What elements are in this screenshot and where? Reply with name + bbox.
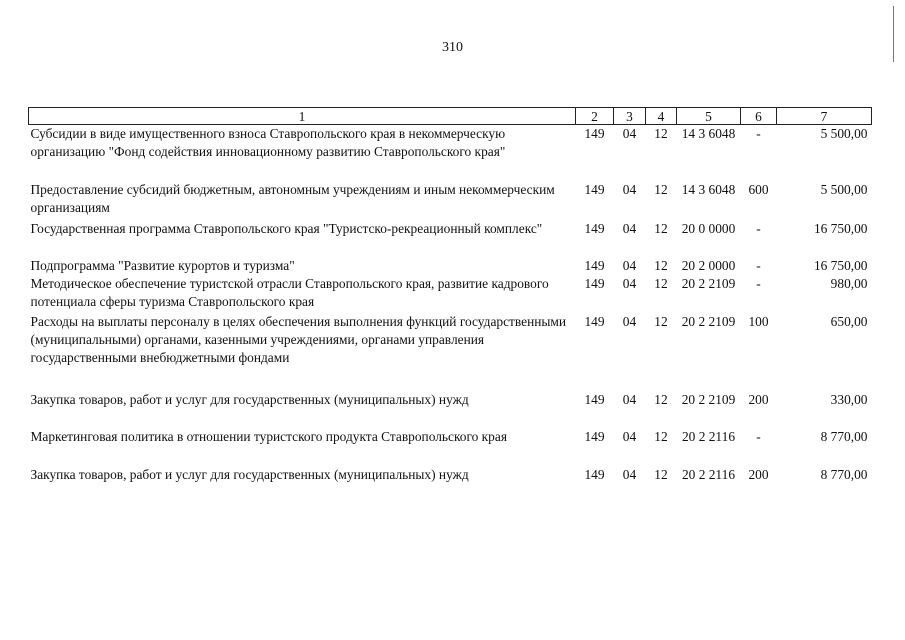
row-amount: 650,00 — [830, 313, 868, 329]
row-amount: 980,00 — [830, 275, 868, 291]
table-row — [29, 220, 872, 257]
table-row — [29, 428, 872, 466]
table-row — [29, 313, 872, 391]
row-name: Методическое обеспечение туристской отрасли Ставропольского края, развитие кадрового потенциала сферы туризма Ставропольского края — [30, 275, 549, 309]
row-amount: 8 770,00 — [820, 466, 868, 482]
row-section-code: 04 — [622, 313, 637, 329]
row-section-code: 04 — [622, 126, 637, 141]
row-name: Субсидии в виде имущественного взноса Ставропольского края в некоммерческую организацию "Фонд содействия инновационному развитию Ставропольского края" — [30, 126, 506, 159]
row-ministry-code: 149 — [584, 391, 605, 407]
row-name: Закупка товаров, работ и услуг для государственных (муниципальных) нужд — [30, 466, 469, 482]
scan-edge-line — [893, 6, 894, 62]
row-name: Расходы на выплаты персоналу в целях обеспечения выполнения функций государственными (муниципальными) органами, казенными учреждениями, органами управления государственными внебюджетными фондами — [30, 313, 567, 365]
row-name: Государственная программа Ставропольского края "Туристско-рекреационный комплекс" — [30, 220, 543, 236]
row-ministry-code: 149 — [584, 428, 605, 444]
row-expense-type: 200 — [748, 391, 769, 407]
row-amount: 8 770,00 — [820, 428, 868, 444]
budget-table — [28, 107, 872, 486]
row-amount: 16 750,00 — [813, 220, 868, 236]
row-section-code: 04 — [622, 466, 637, 482]
row-subsection-code: 12 — [654, 466, 668, 482]
row-target-code: 20 2 2109 — [681, 391, 736, 407]
row-ministry-code: 149 — [584, 313, 605, 329]
row-expense-type: - — [756, 257, 761, 273]
row-target-code: 14 3 6048 — [681, 181, 736, 197]
table-row — [29, 466, 872, 486]
row-subsection-code: 12 — [654, 428, 668, 444]
column-header-5: 5 — [677, 108, 741, 125]
row-ministry-code: 149 — [584, 220, 605, 236]
column-header-4: 4 — [646, 108, 677, 125]
column-header-6: 6 — [741, 108, 777, 125]
row-ministry-code: 149 — [584, 126, 605, 141]
row-expense-type: 200 — [748, 466, 769, 482]
row-ministry-code: 149 — [584, 181, 605, 197]
table-row — [29, 391, 872, 428]
row-target-code: 14 3 6048 — [681, 126, 736, 141]
row-amount: 5 500,00 — [820, 181, 868, 197]
row-name: Закупка товаров, работ и услуг для государственных (муниципальных) нужд — [30, 391, 469, 407]
column-header-2: 2 — [576, 108, 614, 125]
row-subsection-code: 12 — [654, 126, 668, 141]
row-target-code: 20 2 2109 — [681, 275, 736, 291]
row-target-code: 20 0 0000 — [681, 220, 736, 236]
row-ministry-code: 149 — [584, 466, 605, 482]
row-amount: 16 750,00 — [813, 257, 868, 273]
row-subsection-code: 12 — [654, 220, 668, 236]
row-section-code: 04 — [622, 257, 637, 273]
row-subsection-code: 12 — [654, 181, 668, 197]
row-name: Предоставление субсидий бюджетным, автономным учреждениям и иным некоммерческим организациям — [30, 181, 555, 215]
row-name: Подпрограмма "Развитие курортов и туризма" — [30, 257, 295, 273]
row-ministry-code: 149 — [584, 257, 605, 273]
table-row — [29, 125, 872, 181]
page-number: 310 — [442, 40, 463, 55]
row-target-code: 20 2 2116 — [681, 428, 736, 444]
row-expense-type: - — [756, 275, 761, 291]
row-section-code: 04 — [622, 428, 637, 444]
row-section-code: 04 — [622, 220, 637, 236]
row-subsection-code: 12 — [654, 313, 668, 329]
row-amount: 330,00 — [830, 391, 868, 407]
column-header-3: 3 — [614, 108, 646, 125]
table-row — [29, 181, 872, 220]
row-expense-type: 100 — [748, 313, 769, 329]
row-target-code: 20 2 2109 — [681, 313, 736, 329]
row-section-code: 04 — [622, 391, 637, 407]
row-section-code: 04 — [622, 181, 637, 197]
table-row — [29, 257, 872, 275]
row-expense-type: - — [756, 428, 761, 444]
row-subsection-code: 12 — [654, 275, 668, 291]
column-header-1: 1 — [29, 108, 576, 125]
row-expense-type: 600 — [748, 181, 769, 197]
row-name: Маркетинговая политика в отношении туристского продукта Ставропольского края — [30, 428, 507, 444]
row-amount: 5 500,00 — [820, 126, 868, 141]
row-subsection-code: 12 — [654, 257, 668, 273]
row-target-code: 20 2 2116 — [681, 466, 736, 482]
row-target-code: 20 2 0000 — [681, 257, 736, 273]
row-ministry-code: 149 — [584, 275, 605, 291]
row-expense-type: - — [756, 220, 761, 236]
table-row — [29, 275, 872, 313]
column-header-7: 7 — [777, 108, 872, 125]
row-expense-type: - — [756, 126, 761, 141]
row-section-code: 04 — [622, 275, 637, 291]
header-row — [29, 108, 872, 125]
row-subsection-code: 12 — [654, 391, 668, 407]
